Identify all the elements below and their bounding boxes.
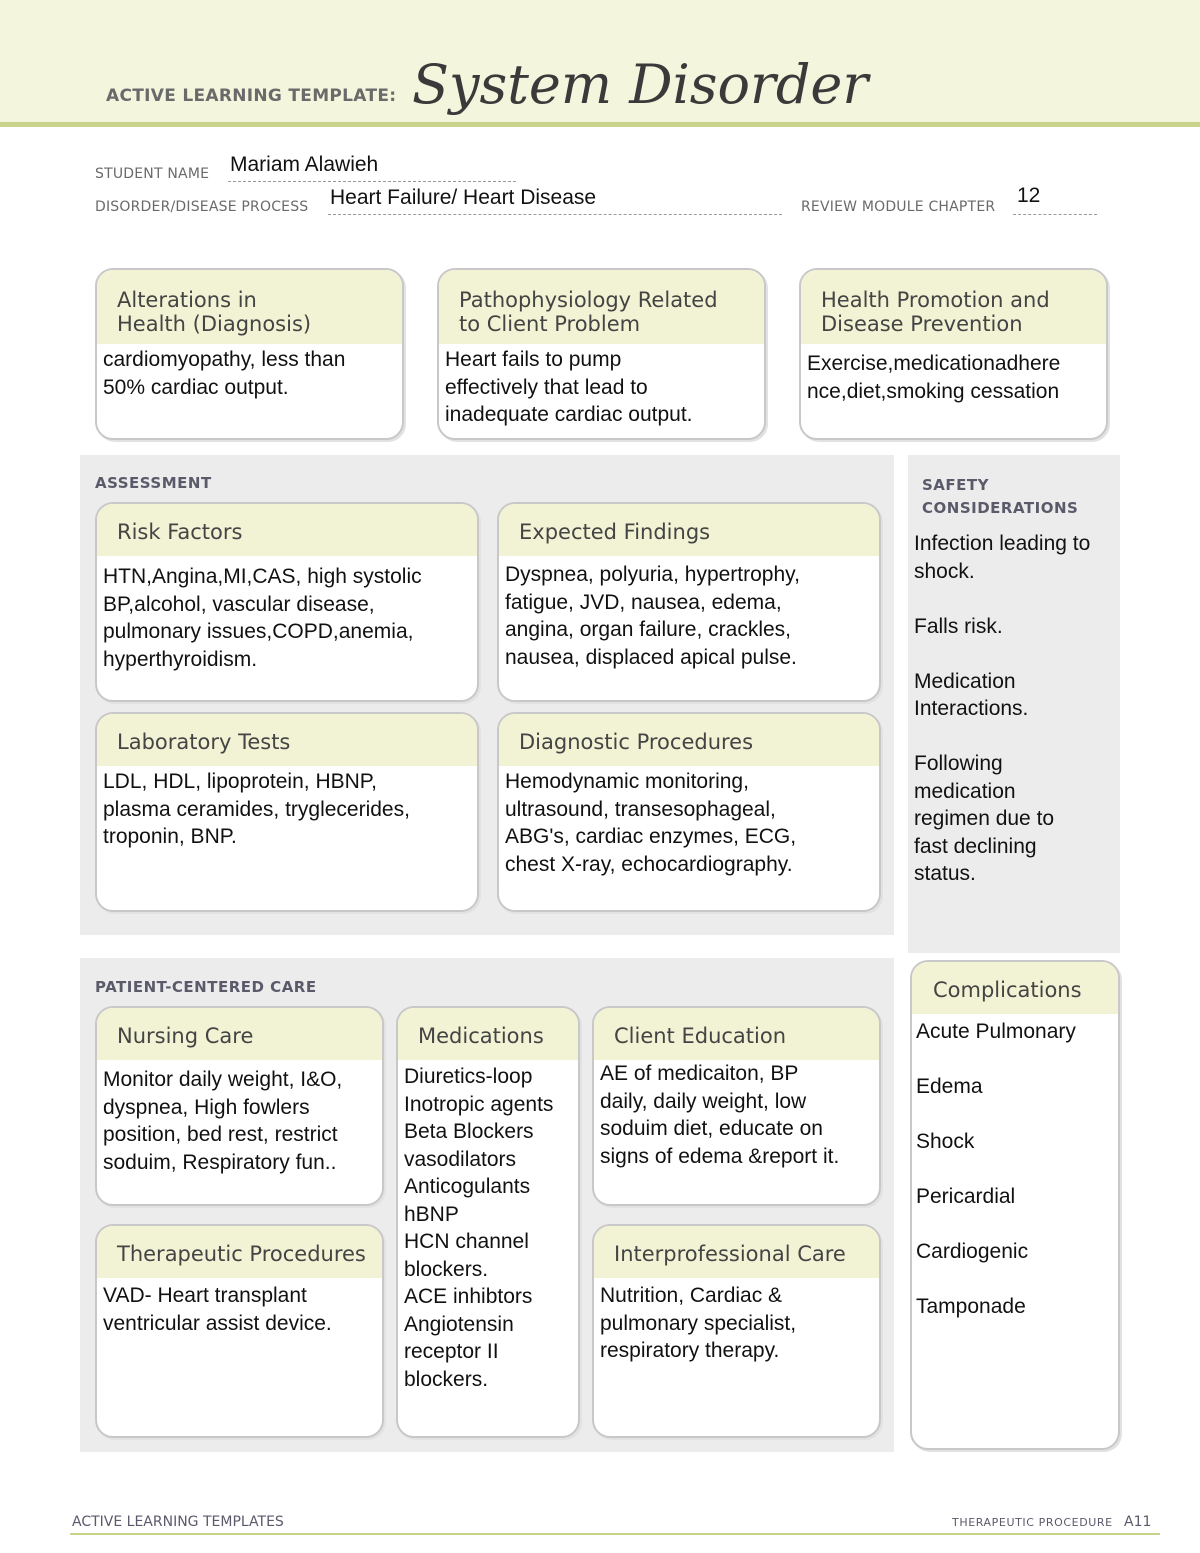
- footer-page-number: A11: [1124, 1514, 1152, 1530]
- assessment-label: ASSESSMENT: [95, 474, 212, 492]
- footer-section-label: THERAPEUTIC PROCEDURE: [952, 1516, 1113, 1529]
- diagnostic-procedures-content[interactable]: Hemodynamic monitoring, ultrasound, transesophageal, ABG's, cardiac enzymes, ECG, chest X-ray, echocardiography.: [505, 770, 797, 876]
- template-title: System Disorder: [412, 53, 869, 116]
- risk-factors-title: Risk Factors: [97, 504, 477, 556]
- safety-content[interactable]: Infection leading to shock. Falls risk. Medication Interactions. Following medication regimen due to fast declining status.: [914, 532, 1091, 885]
- health-promotion-content[interactable]: Exercise,medicationadhere nce,diet,smoking cessation: [807, 352, 1061, 403]
- client-education-title: Client Education: [594, 1008, 879, 1060]
- interprofessional-care-title: Interprofessional Care: [594, 1226, 879, 1278]
- alterations-box: [95, 268, 404, 440]
- medications-box: [396, 1006, 580, 1438]
- diagnostic-procedures-box: [497, 712, 881, 912]
- pathophysiology-content[interactable]: Heart fails to pump effectively that lead to inadequate cardiac output.: [445, 348, 693, 426]
- nursing-care-content[interactable]: Monitor daily weight, I&O, dyspnea, High fowlers position, bed rest, restrict soduim, Respiratory fun..: [103, 1068, 343, 1174]
- template-label: ACTIVE LEARNING TEMPLATE:: [106, 86, 397, 106]
- disorder-label: DISORDER/DISEASE PROCESS: [95, 199, 309, 215]
- disorder-field[interactable]: [328, 188, 782, 215]
- therapeutic-procedures-title: Therapeutic Procedures: [97, 1226, 382, 1278]
- laboratory-tests-content[interactable]: LDL, HDL, lipoprotein, HBNP, plasma ceramides, tryglecerides, troponin, BNP.: [103, 770, 410, 848]
- complications-content[interactable]: Acute Pulmonary Edema Shock Pericardial Cardiogenic Tamponade: [916, 1020, 1076, 1318]
- therapeutic-procedures-box: [95, 1224, 384, 1438]
- diagnostic-procedures-title: Diagnostic Procedures: [499, 714, 879, 766]
- nursing-care-box: [95, 1006, 384, 1206]
- alterations-title: Alterations in Health (Diagnosis): [97, 270, 402, 344]
- pathophysiology-box: [437, 268, 766, 440]
- therapeutic-procedures-content[interactable]: VAD- Heart transplant ventricular assist device.: [103, 1284, 332, 1335]
- student-name-label: STUDENT NAME: [95, 166, 210, 182]
- patient-care-label: PATIENT-CENTERED CARE: [95, 978, 317, 996]
- chapter-value: 12: [1017, 184, 1041, 207]
- pathophysiology-title: Pathophysiology Related to Client Problem: [439, 270, 764, 344]
- student-name-value: Mariam Alawieh: [230, 153, 379, 176]
- safety-label: SAFETY CONSIDERATIONS: [922, 476, 1079, 517]
- complications-box: [910, 960, 1120, 1450]
- medications-title: Medications: [398, 1008, 578, 1060]
- footer-left-text: ACTIVE LEARNING TEMPLATES: [72, 1514, 284, 1530]
- expected-findings-box: [497, 502, 881, 702]
- expected-findings-title: Expected Findings: [499, 504, 879, 556]
- health-promotion-box: [799, 268, 1108, 440]
- chapter-label: REVIEW MODULE CHAPTER: [801, 199, 996, 215]
- laboratory-tests-box: [95, 712, 479, 912]
- risk-factors-box: [95, 502, 479, 702]
- interprofessional-care-box: [592, 1224, 881, 1438]
- disorder-value: Heart Failure/ Heart Disease: [330, 186, 597, 209]
- expected-findings-content[interactable]: Dyspnea, polyuria, hypertrophy, fatigue, JVD, nausea, edema, angina, organ failure, crackles, nausea, displaced apical pulse.: [505, 563, 800, 669]
- complications-title: Complications: [912, 962, 1118, 1014]
- header-divider: [0, 122, 1200, 127]
- medications-content[interactable]: Diuretics-loop Inotropic agents Beta Blockers vasodilators Anticogulants hBNP HCN channel blockers. ACE inhibtors Angiotensin receptor II blockers.: [404, 1065, 554, 1391]
- health-promotion-title: Health Promotion and Disease Prevention: [801, 270, 1106, 344]
- alterations-content[interactable]: cardiomyopathy, less than 50% cardiac output.: [103, 348, 346, 399]
- laboratory-tests-title: Laboratory Tests: [97, 714, 477, 766]
- nursing-care-title: Nursing Care: [97, 1008, 382, 1060]
- interprofessional-care-content[interactable]: Nutrition, Cardiac & pulmonary specialist, respiratory therapy.: [600, 1284, 797, 1362]
- chapter-field[interactable]: [1013, 184, 1097, 215]
- client-education-box: [592, 1006, 881, 1206]
- footer-divider: [70, 1533, 1160, 1535]
- client-education-content[interactable]: AE of medicaiton, BP daily, daily weight, low soduim diet, educate on signs of edema &report it.: [600, 1062, 840, 1168]
- student-name-field[interactable]: [228, 155, 516, 182]
- risk-factors-content[interactable]: HTN,Angina,MI,CAS, high systolic BP,alcohol, vascular disease, pulmonary issues,COPD,anemia, hyperthyroidism.: [103, 565, 422, 671]
